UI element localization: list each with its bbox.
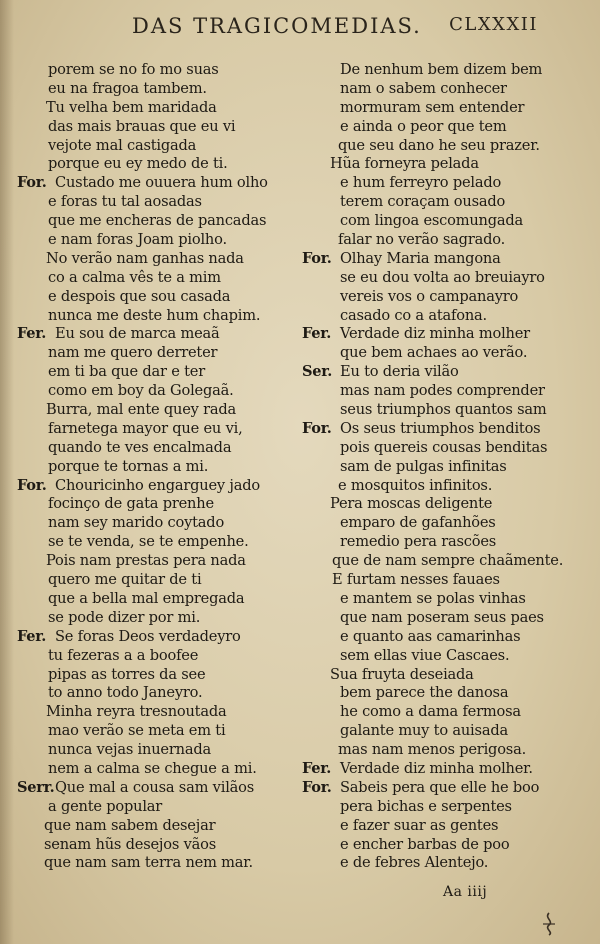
verse-text: falar no verão sagrado.: [338, 231, 506, 249]
verse-line: [0, 307, 298, 326]
verse-text: que me encheras de pancadas: [48, 212, 267, 230]
verse-text: nem a calma se chegue a mi.: [48, 759, 257, 777]
verse-text: tu fezeras a a boofee: [48, 646, 199, 664]
verse-line: [0, 344, 298, 363]
verse-line: [0, 193, 298, 212]
speaker-label: Serr.: [17, 778, 55, 796]
verse-text: porque te tornas a mi.: [48, 457, 209, 475]
verse-line: [300, 61, 600, 80]
verse-text: eu na fragoa tambem.: [48, 79, 207, 97]
verse-text: Chouricinho engarguey jado: [55, 476, 260, 494]
verse-text: seus triumphos quantos sam: [340, 401, 547, 419]
verse-line: [300, 571, 600, 590]
verse-line: [300, 344, 600, 363]
verse-text: focinço de gata prenhe: [48, 495, 214, 513]
verse-text: nunca me deste hum chapim.: [48, 306, 261, 324]
verse-text: Pois nam prestas pera nada: [46, 552, 246, 570]
verse-line: [300, 666, 600, 685]
verse-text: com lingoa escomungada: [340, 212, 524, 230]
verse-text: que seu dano he seu prazer.: [338, 136, 540, 154]
verse-line: [0, 798, 298, 817]
verse-text: senam hũs desejos vãos: [44, 835, 216, 853]
verse-text: emparo de gafanhões: [340, 514, 496, 532]
running-title: DAS TRAGICOMEDIAS.: [132, 14, 422, 38]
verse-text: e fazer suar as gentes: [340, 816, 499, 834]
verse-line: [300, 628, 600, 647]
verse-text: galante muy to auisada: [340, 722, 508, 740]
verse-text: nam sey marido coytado: [48, 514, 225, 532]
verse-text: a gente popular: [48, 797, 163, 815]
verse-line: [300, 854, 600, 873]
verse-text: Tu velha bem maridada: [46, 98, 217, 116]
verse-line: [300, 363, 600, 382]
verse-text: e despois que sou casada: [48, 287, 231, 305]
verse-text: nunca vejas inuernada: [48, 741, 211, 759]
verse-text: em ti ba que dar e ter: [48, 363, 205, 381]
verse-line: [300, 760, 600, 779]
verse-text: sem ellas viue Cascaes.: [340, 646, 510, 664]
verse-text: Os seus triumphos benditos: [340, 419, 541, 437]
verse-line: [0, 80, 298, 99]
verse-line: [300, 703, 600, 722]
verse-line: [300, 174, 600, 193]
verse-line: [0, 666, 298, 685]
verse-line: [0, 741, 298, 760]
verse-line: [300, 722, 600, 741]
verse-line: [300, 288, 600, 307]
verse-text: e quanto aas camarinhas: [340, 627, 521, 645]
verse-text: e mantem se polas vinhas: [340, 589, 526, 607]
verse-line: [0, 231, 298, 250]
verse-text: como em boy da Golegaã.: [48, 382, 234, 400]
verse-line: [300, 590, 600, 609]
speaker-label: Fer.: [17, 325, 47, 343]
verse-line: [0, 99, 298, 118]
verse-text: que nam poseram seus paes: [340, 608, 544, 626]
verse-line: [300, 779, 600, 798]
verse-line: [0, 647, 298, 666]
verse-line: [0, 118, 298, 137]
verse-line: [300, 439, 600, 458]
verse-text: e mosquitos infinitos.: [338, 476, 493, 494]
verse-text: mormuram sem entender: [340, 98, 525, 116]
verse-text: e nam foras Joam piolho.: [48, 231, 227, 249]
verse-line: [300, 325, 600, 344]
verse-text: vereis vos o campanayro: [340, 287, 519, 305]
speaker-label: Fer.: [302, 325, 332, 343]
verse-line: [0, 779, 298, 798]
verse-line: [300, 193, 600, 212]
verse-text: mas nam podes comprender: [340, 382, 545, 400]
speaker-label: Fer.: [17, 627, 47, 645]
verse-line: [300, 741, 600, 760]
verse-line: [300, 155, 600, 174]
folio-number: CLXXXII: [449, 14, 538, 35]
verse-text: que bem achaes ao verão.: [340, 344, 528, 362]
verse-text: e ainda o peor que tem: [340, 117, 507, 135]
verse-line: [300, 99, 600, 118]
verse-text: Minha reyra tresnoutada: [46, 703, 227, 721]
verse-line: [300, 817, 600, 836]
verse-text: que a bella mal empregada: [48, 589, 245, 607]
verse-line: [0, 382, 298, 401]
verse-line: [300, 137, 600, 156]
verse-text: vejote mal castigada: [48, 136, 197, 154]
verse-line: [300, 552, 600, 571]
verse-text: bem parece the danosa: [340, 684, 509, 702]
verse-text: to anno todo Janeyro.: [48, 684, 203, 702]
verse-line: [0, 363, 298, 382]
verse-text: nam me quero derreter: [48, 344, 218, 362]
verse-line: [0, 137, 298, 156]
verse-line: [300, 798, 600, 817]
verse-text: pois quereis cousas benditas: [340, 438, 548, 456]
verse-line: [300, 250, 600, 269]
verse-line: [300, 514, 600, 533]
verse-text: Custado me ouuera hum olho: [55, 174, 268, 192]
verse-text: Burra, mal ente quey rada: [46, 401, 237, 419]
verse-line: [0, 817, 298, 836]
verse-text: Eu to deria vilão: [340, 363, 459, 381]
verse-line: [300, 647, 600, 666]
verse-line: [300, 684, 600, 703]
speaker-label: For.: [17, 174, 47, 192]
verse-line: [0, 722, 298, 741]
verse-line: [0, 288, 298, 307]
verse-line: [300, 495, 600, 514]
verse-text: sam de pulgas infinitas: [340, 457, 507, 475]
verse-line: [300, 80, 600, 99]
verse-line: [0, 401, 298, 420]
verse-text: farnetega mayor que eu vi,: [48, 419, 243, 437]
speaker-label: For.: [302, 249, 332, 267]
verse-line: [0, 590, 298, 609]
verse-text: mao verão se meta em ti: [48, 722, 226, 740]
verse-line: [300, 231, 600, 250]
right-text-column: [300, 61, 600, 873]
verse-text: nam o sabem conhecer: [340, 79, 507, 97]
verse-line: [0, 609, 298, 628]
verse-text: pipas as torres da see: [48, 665, 206, 683]
verse-text: Sabeis pera que elle he boo: [340, 778, 540, 796]
verse-text: Pera moscas deligente: [330, 495, 493, 513]
verse-text: co a calma vês te a mim: [48, 268, 221, 286]
speaker-label: For.: [302, 778, 332, 796]
verse-line: [0, 514, 298, 533]
verse-text: e encher barbas de poo: [340, 835, 510, 853]
verse-line: [0, 439, 298, 458]
verse-line: [0, 155, 298, 174]
verse-line: [0, 703, 298, 722]
verse-line: [0, 495, 298, 514]
verse-text: e foras tu tal aosadas: [48, 193, 202, 211]
verse-line: [300, 269, 600, 288]
verse-text: No verão nam ganhas nada: [46, 249, 244, 267]
verse-text: e hum ferreyro pelado: [340, 174, 502, 192]
verse-text: que nam sabem desejar: [44, 816, 216, 834]
verse-text: se eu dou volta ao breuiayro: [340, 268, 545, 286]
verse-text: De nenhum bem dizem bem: [340, 61, 543, 78]
verse-line: [300, 458, 600, 477]
verse-line: [300, 382, 600, 401]
verse-text: casado co a atafona.: [340, 306, 487, 324]
verse-text: Olhay Maria mangona: [340, 249, 501, 267]
verse-line: [300, 212, 600, 231]
verse-line: [0, 212, 298, 231]
verse-line: [0, 61, 298, 80]
verse-text: das mais brauas que eu vi: [48, 117, 236, 135]
signature-mark: Aa iiij: [443, 884, 488, 900]
verse-line: [300, 118, 600, 137]
verse-line: [0, 269, 298, 288]
verse-line: [0, 477, 298, 496]
verse-text: que de nam sempre chaãmente.: [332, 552, 564, 570]
verse-text: E furtam nesses fauaes: [332, 571, 500, 589]
verse-line: [0, 533, 298, 552]
verse-text: terem coraçam ousado: [340, 193, 506, 211]
verse-text: quero me quitar de ti: [48, 571, 202, 589]
verse-text: porem se no fo mo suas: [48, 61, 219, 78]
verse-text: Eu sou de marca meaã: [55, 325, 220, 343]
verse-text: Sua fruyta deseiada: [330, 665, 474, 683]
verse-text: se te venda, se te empenhe.: [48, 533, 249, 551]
verse-line: [300, 836, 600, 855]
verse-line: [0, 854, 298, 873]
verse-text: mas nam menos perigosa.: [338, 741, 527, 759]
verse-text: Hũa forneyra pelada: [330, 155, 479, 173]
verse-line: [0, 420, 298, 439]
verse-text: Que mal a cousa sam vilãos: [55, 778, 255, 796]
verse-text: Verdade diz minha molher.: [340, 759, 533, 777]
speaker-label: Fer.: [302, 759, 332, 777]
verse-text: e de febres Alentejo.: [340, 854, 489, 872]
verse-text: remedio pera rascões: [340, 533, 497, 551]
verse-line: [300, 533, 600, 552]
verse-line: [0, 458, 298, 477]
verse-line: [0, 552, 298, 571]
verse-line: [300, 609, 600, 628]
verse-text: se pode dizer por mi.: [48, 608, 201, 626]
verse-text: he como a dama fermosa: [340, 703, 521, 721]
speaker-label: For.: [17, 476, 47, 494]
verse-text: pera bichas e serpentes: [340, 797, 512, 815]
verse-line: [0, 325, 298, 344]
verse-line: [0, 174, 298, 193]
verse-line: [0, 250, 298, 269]
verse-text: que nam sam terra nem mar.: [44, 854, 253, 872]
verse-line: [0, 628, 298, 647]
verse-line: [300, 420, 600, 439]
speaker-label: Ser.: [302, 363, 333, 381]
speaker-label: For.: [302, 419, 332, 437]
verse-line: [0, 571, 298, 590]
verse-line: [0, 684, 298, 703]
left-text-column: [0, 61, 298, 873]
verse-text: Se foras Deos verdadeyro: [55, 627, 241, 645]
verse-line: [0, 836, 298, 855]
catchword-ornament-icon: [540, 912, 558, 936]
verse-line: [300, 307, 600, 326]
verse-text: Verdade diz minha molher: [340, 325, 530, 343]
verse-line: [0, 760, 298, 779]
verse-text: porque eu ey medo de ti.: [48, 155, 228, 173]
verse-line: [300, 477, 600, 496]
verse-text: quando te ves encalmada: [48, 438, 232, 456]
verse-line: [300, 401, 600, 420]
